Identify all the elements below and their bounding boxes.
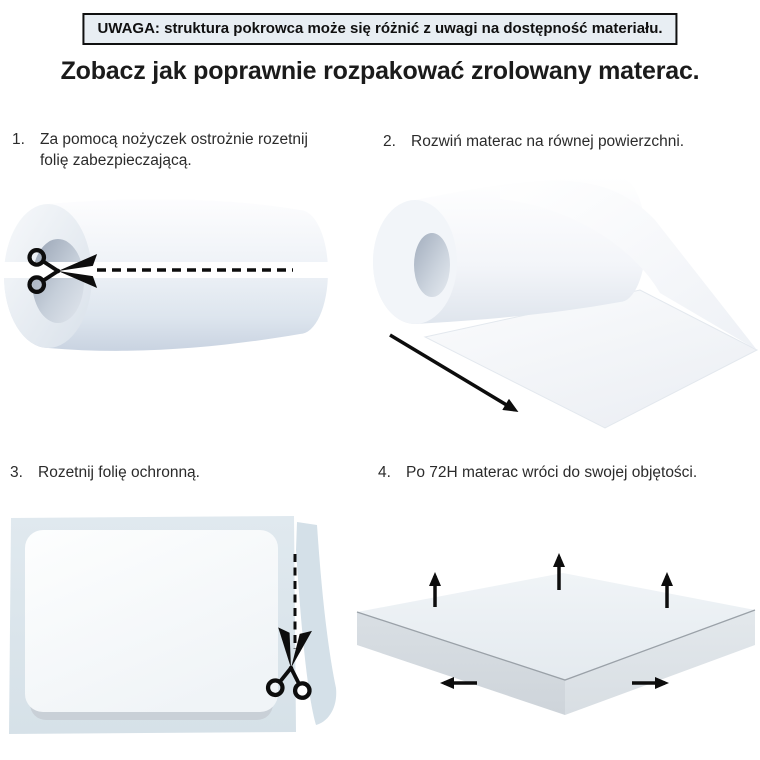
flat-mattress	[25, 530, 278, 712]
step-3-number: 3.	[10, 464, 23, 481]
step-2-text: Rozwiń materac na równej powierzchni.	[411, 133, 685, 150]
flat-mattress-foil-illustration	[0, 510, 345, 758]
foil-cut-strip	[296, 522, 336, 725]
unrolling-mattress-illustration	[360, 165, 760, 435]
step-4	[378, 462, 746, 483]
step-3	[10, 462, 338, 483]
step-3-text: Rozetnij folię ochronną.	[38, 464, 200, 481]
page-title: Zobacz jak poprawnie rozpakować zrolowany materac.	[60, 57, 700, 85]
rolled-mattress-illustration	[0, 190, 335, 402]
step-1-text: Za pomocą nożyczek ostrożnie rozetnij folię zabezpieczającą.	[40, 131, 308, 170]
step-4-number: 4.	[378, 464, 391, 481]
step-2-number: 2.	[383, 133, 396, 150]
notice-banner-text: UWAGA: struktura pokrowca może się różnić z uwagi na dostępność materiału.	[97, 20, 663, 37]
step-1-number: 1.	[12, 131, 25, 148]
step-1	[12, 129, 332, 172]
expanding-mattress-illustration	[350, 540, 760, 752]
mattress-roll-hole	[414, 233, 450, 297]
step-2	[383, 131, 751, 152]
step-4-text: Po 72H materac wróci do swojej objętości.	[406, 464, 698, 481]
notice-banner	[82, 13, 677, 45]
